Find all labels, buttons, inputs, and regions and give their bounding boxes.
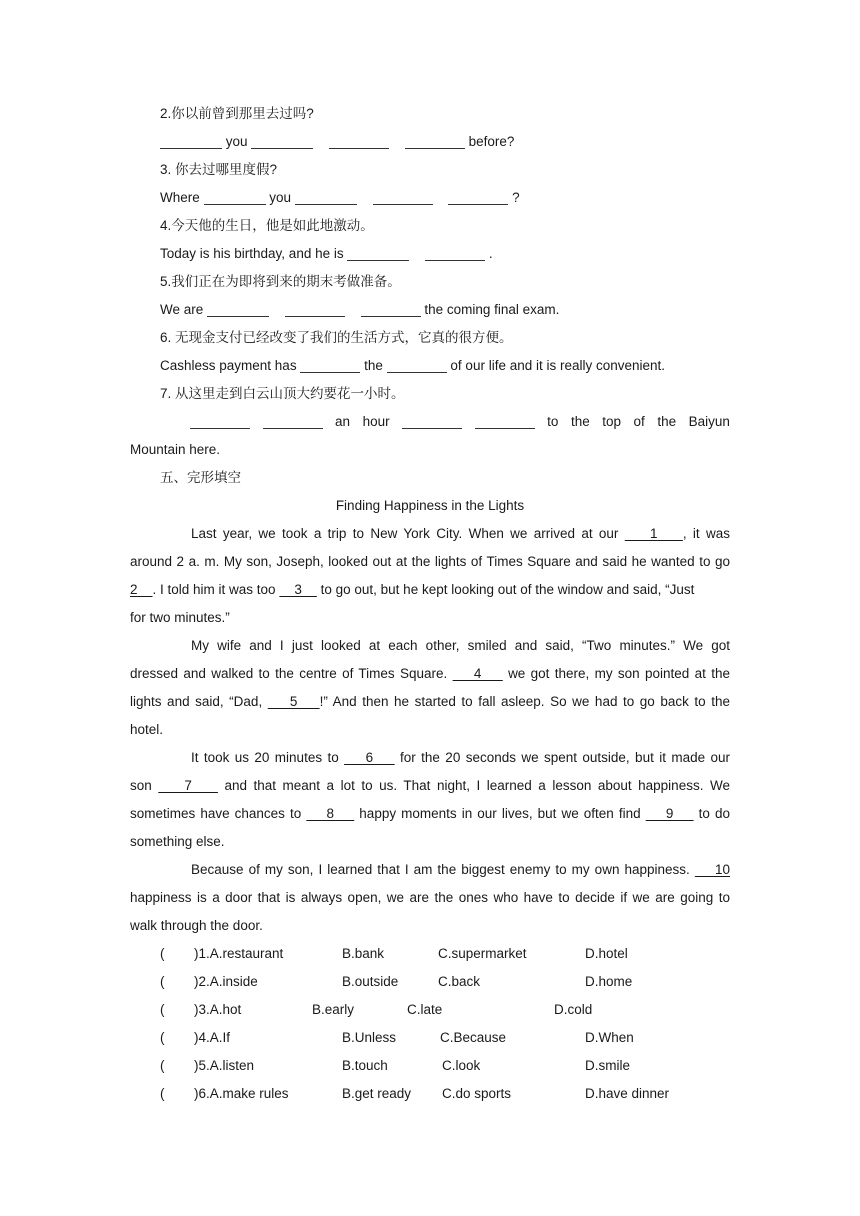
option-row: ( )2.A.inside B.outside C.back D.home xyxy=(160,974,633,989)
passage-paragraph-4: Because of my son, I learned that I am the biggest enemy to my own happiness. 10 happiness is a door that is always open, we are the ones who have to decide if we are going to walk through the door. xyxy=(130,862,730,933)
blank[interactable] xyxy=(425,244,485,261)
blank-4[interactable]: 4 xyxy=(452,666,503,681)
q3-chinese: 3. 你去过哪里度假? xyxy=(160,162,278,177)
q7-chinese: 7. 从这里走到白云山顶大约要花一小时。 xyxy=(160,386,405,401)
passage-paragraph-2: My wife and I just looked at each other, smiled and said, “Two minutes.” We got dressed and walked to the centre of Times Square. 4 we got there, my son pointed at the lights and said, “Dad, 5 !” And then he started to fall asleep. So we had to go back to the hotel. xyxy=(130,638,730,737)
q4-english: Today is his birthday, and he is . xyxy=(160,246,493,261)
blank-10[interactable]: 10 xyxy=(694,862,730,877)
blank[interactable] xyxy=(373,188,433,205)
blank[interactable] xyxy=(475,412,535,429)
q7-english: an hour to the top of the Baiyun xyxy=(130,408,730,436)
blank[interactable] xyxy=(361,300,421,317)
blank[interactable] xyxy=(387,356,447,373)
section-title: 五、完形填空 xyxy=(160,470,241,485)
blank[interactable] xyxy=(251,132,313,149)
blank[interactable] xyxy=(204,188,266,205)
blank[interactable] xyxy=(160,132,222,149)
blank[interactable] xyxy=(405,132,465,149)
blank[interactable] xyxy=(207,300,269,317)
option-row: ( )1.A.restaurant B.bank C.supermarket D.hotel xyxy=(160,946,628,961)
blank-8[interactable]: 8 xyxy=(306,806,355,821)
q2-english: you before? xyxy=(130,128,730,156)
blank-6[interactable]: 6 xyxy=(344,750,395,765)
blank[interactable] xyxy=(263,412,323,429)
option-row: ( )4.A.If B.Unless C.Because D.When xyxy=(160,1030,634,1045)
q5-english: We are the coming final exam. xyxy=(160,302,560,317)
blank[interactable] xyxy=(300,356,360,373)
passage-title: Finding Happiness in the Lights xyxy=(335,498,525,513)
passage-paragraph-1: Last year, we took a trip to New York City. When we arrived at our 1 , it was around 2 a. m. My son, Joseph, looked out at the lights of Times Square and said he wanted to go 2 . I told him it was too 3 to go out, but he kept looking out of the window and said, “Just for two minutes.” xyxy=(130,526,730,625)
blank[interactable] xyxy=(190,412,250,429)
q2-chinese: 2.你以前曾到那里去过吗? xyxy=(160,106,314,121)
blank-7[interactable]: 7 xyxy=(158,778,218,793)
blank-1[interactable]: 1 xyxy=(624,526,683,541)
blank[interactable] xyxy=(347,244,409,261)
blank-9[interactable]: 9 xyxy=(645,806,694,821)
option-row: ( )6.A.make rules B.get ready C.do sports D.have dinner xyxy=(160,1086,670,1101)
blank[interactable] xyxy=(329,132,389,149)
options-list xyxy=(130,940,730,1108)
blank-3[interactable]: 3 xyxy=(279,582,317,597)
q7-continuation: Mountain here. xyxy=(130,442,221,457)
q4-chinese: 4.今天他的生日，他是如此地激动。 xyxy=(160,218,374,233)
option-row: ( )3.A.hot B.early C.late D.cold xyxy=(160,1002,593,1017)
q6-chinese: 6. 无现金支付已经改变了我们的生活方式，它真的很方便。 xyxy=(160,330,513,345)
q3-english: Where you ? xyxy=(160,190,520,205)
q6-english: Cashless payment has the of our life and it is really convenient. xyxy=(160,358,666,373)
blank[interactable] xyxy=(448,188,508,205)
blank[interactable] xyxy=(402,412,462,429)
passage-paragraph-3: It took us 20 minutes to 6 for the 20 seconds we spent outside, but it made our son 7 and that meant a lot to us. That night, I learned a lesson about happiness. We sometimes have chances to 8 happy moments in our lives, but we often find 9 to do something else. xyxy=(130,750,730,849)
option-row: ( )5.A.listen B.touch C.look D.smile xyxy=(160,1058,631,1073)
q5-chinese: 5.我们正在为即将到来的期末考做准备。 xyxy=(160,274,401,289)
blank[interactable] xyxy=(295,188,357,205)
blank-5[interactable]: 5 xyxy=(267,694,320,709)
blank[interactable] xyxy=(285,300,345,317)
blank-2[interactable]: 2 xyxy=(130,582,153,597)
worksheet-page xyxy=(130,100,730,1108)
